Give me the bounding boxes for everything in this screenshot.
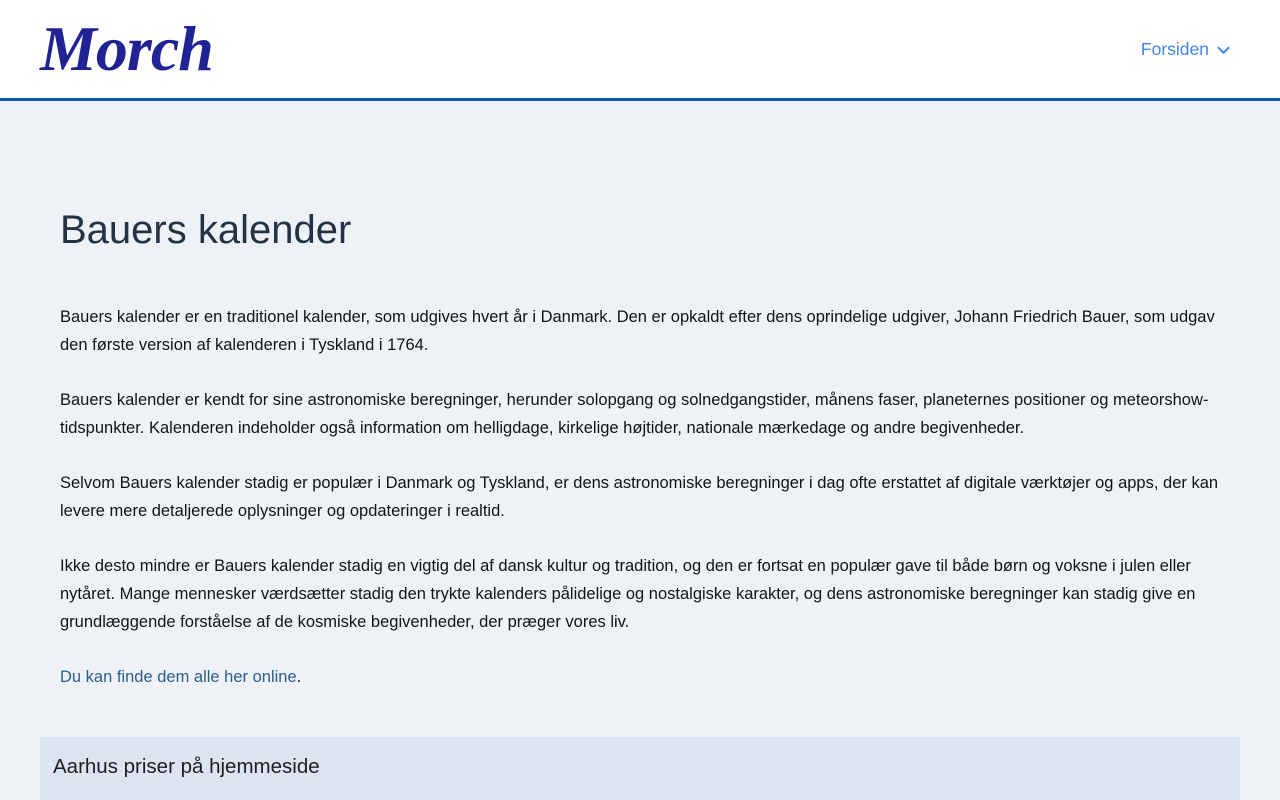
paragraph-1: Bauers kalender er en traditionel kalender, som udgives hvert år i Danmark. Den er opkaldt efter dens oprindelige udgiver, Johann Friedrich Bauer, som udgav den første version af kalenderen i Tyskland i 1764.: [60, 308, 1215, 354]
link-line: [60, 663, 1220, 691]
paragraph-4: Ikke desto mindre er Bauers kalender stadig en vigtig del af dansk kultur og tradition, og den er fortsat en populær gave til både børn og voksne i julen eller nytåret. Mange mennesker værdsætter stadig den trykte kalenders pålidelige og nostalgiske karakter, og dens astronomiske beregninger kan stadig give en grundlæggende forståelse af de kosmiske begivenheder, der præger vores liv.: [60, 557, 1196, 631]
online-calendar-link[interactable]: Du kan finde dem alle her online: [60, 668, 297, 686]
nav-item-label: Forsiden: [1140, 38, 1209, 59]
aarhus-prices-section: [40, 737, 1240, 800]
paragraph-3: Selvom Bauers kalender stadig er populær i Danmark og Tyskland, er dens astronomiske beregninger i dag ofte erstattet af digitale værktøjer og apps, der kan levere mere detaljerede oplysninger og opdateringer i realtid.: [60, 474, 1219, 520]
chevron-down-icon: [1217, 46, 1230, 55]
nav-item-forsiden[interactable]: [1141, 39, 1230, 60]
paragraph-2: Bauers kalender er kendt for sine astronomiske beregninger, herunder solopgang og solnedgangstider, månens faser, planeternes positioner og meteorshow-tidspunkter. Kalenderen indeholder også information om helligdage, kirkelige højtider, nationale mærkedage og andre begivenheder.: [60, 391, 1209, 437]
article-content: [40, 101, 1240, 800]
site-logo[interactable]: Morch: [40, 13, 213, 84]
main-nav: [1141, 39, 1230, 60]
site-header: [0, 0, 1280, 101]
page-title: Bauers kalender: [60, 208, 352, 252]
section-title: Aarhus priser på hjemmeside: [53, 755, 320, 778]
link-suffix: .: [296, 668, 302, 686]
